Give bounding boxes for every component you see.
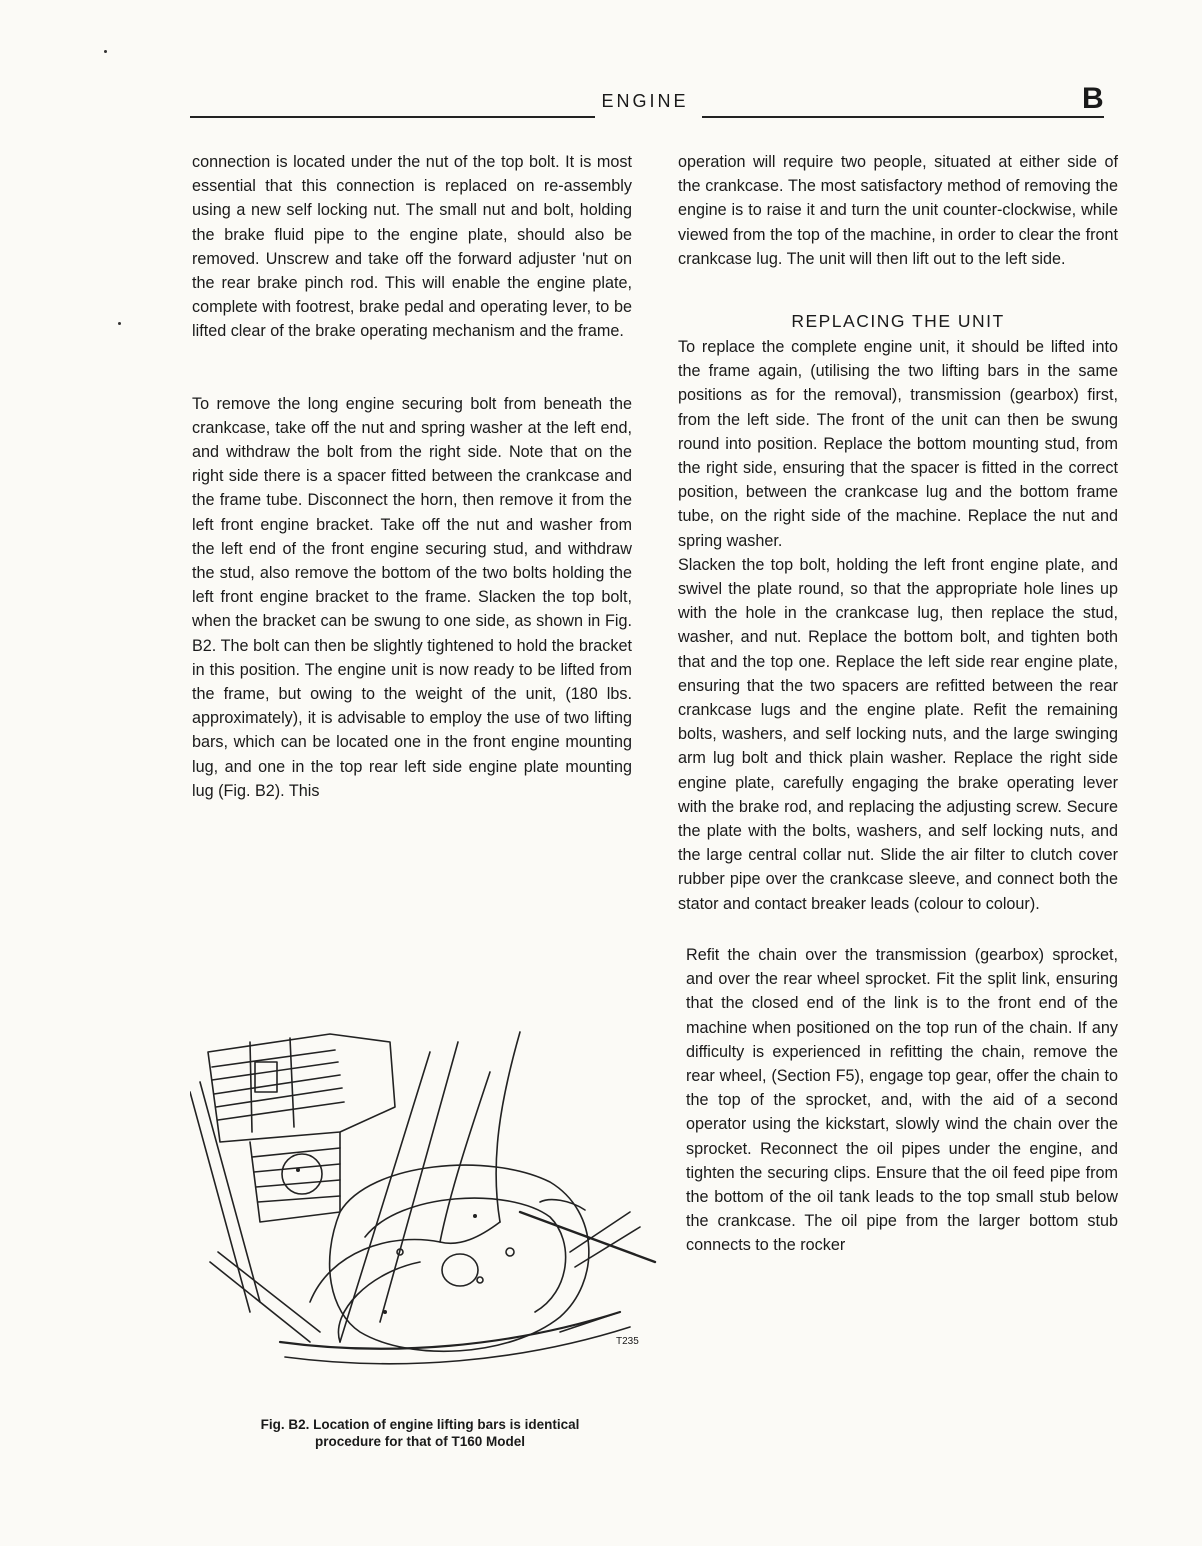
- page-title: ENGINE: [601, 91, 689, 111]
- paragraph: To replace the complete engine unit, it should be lifted into the frame again, (utilising the two lifting bars in the same positions as for the removal), transmission (gearbox) first, from the left side. The front of the unit can then be swung round into position. Replace the bottom mounting stud, from the right side, ensuring that the spacer is fitted in the correct position, between the crankcase lug and the bottom frame tube, on the right side of the machine. Replace the nut and spring washer.: [678, 338, 1118, 550]
- paragraph: Refit the chain over the transmission (gearbox) sprocket, and over the rear wheel sprocket. Fit the split link, ensuring that the closed end of the link is to the front end of the machine when positioned on the top run of the chain. If any difficulty is experienced in refitting the chain, remove the rear wheel, (Section F5), engage top gear, offer the chain to the top of the sprocket, and, with the aid of a second operator using the kickstart, slowly wind the chain over the sprocket. Reconnect the oil pipes under the engine, and tighten the securing clips. Ensure that the oil feed pipe from the bottom of the oil tank leads to the top small stub below the crankcase. The oil pipe from the larger bottom stub connects to the rocker: [686, 945, 1118, 1255]
- section-heading: REPLACING THE UNIT: [791, 311, 1005, 332]
- scan-speck: [118, 322, 121, 325]
- paragraph: connection is located under the nut of the top bolt. It is most essential that this connection is replaced on re-assembly using a new self locking nut. The small nut and bolt, holding the brake fluid pipe to the engine plate, should also be removed. Unscrew and take off the forward adjuster 'nut on the rear brake pinch rod. This will enable the engine plate, complete with footrest, brake pedal and operating lever, to be lifted clear of the brake operating mechanism and the frame.: [192, 153, 632, 341]
- right-column: [678, 150, 1118, 1258]
- header-rule-right: [702, 116, 1104, 118]
- caption-line: procedure for that of T160 Model: [314, 1434, 526, 1449]
- scan-speck: [104, 50, 107, 53]
- caption-line: Fig. B2. Location of engine lifting bars is identical: [260, 1417, 580, 1432]
- paragraph: Slacken the top bolt, holding the left front engine plate, and swivel the plate round, so that the appropriate hole lines up with the hole in the crankcase lug, then replace the stud, washer, and nut. Replace the bottom bolt, and tighten both that and the top one. Replace the left side rear engine plate, ensuring that the two spacers are refitted between the rear crankcase lugs and the engine plate. Refit the remaining bolts, washers, and self locking nuts, and the large swinging arm lug bolt and thick plain washer. Replace the right side engine plate, carefully engaging the brake operating lever with the brake rod, and replacing the adjusting screw. Secure the plate with the bolts, washers, and self locking nuts, and the large central collar nut. Slide the air filter to clutch cover rubber pipe over the crankcase sleeve, and connect both the stator and contact breaker leads (colour to colour).: [678, 555, 1118, 913]
- section-letter: B: [1082, 82, 1104, 115]
- paragraph: operation will require two people, situated at either side of the crankcase. The most satisfactory method of removing the engine is to raise it and turn the unit counter-clockwise, while viewed from the top of the machine, in order to clear the front crankcase lug. The unit will then lift out to the left side.: [678, 153, 1118, 268]
- figure-reference: T235: [616, 1336, 639, 1347]
- left-column: [192, 150, 632, 803]
- engine-illustration: [190, 1012, 660, 1397]
- header-rule-left: [190, 116, 595, 118]
- paragraph: To remove the long engine securing bolt from beneath the crankcase, take off the nut and spring washer at the left end, and withdraw the bolt from the right side. Note that on the right side there is a spacer fitted between the crankcase and the frame tube. Disconnect the horn, then remove it from the left front engine bracket. Take off the nut and washer from the left end of the front engine securing stud, and withdraw the stud, also remove the bottom of the two bolts holding the left front engine bracket to the frame. Slacken the top bolt, when the bracket can be swung to one side, as shown in Fig. B2. The bolt can then be slightly tightened to hold the bracket in this position. The engine unit is now ready to be lifted from the frame, but owing to the weight of the unit, (180 lbs. approximately), it is advisable to employ the use of two lifting bars, which can be located one in the front engine mounting lug, and one in the top rear left side engine plate mounting lug (Fig. B2). This: [192, 394, 632, 800]
- figure-caption: [200, 1416, 640, 1450]
